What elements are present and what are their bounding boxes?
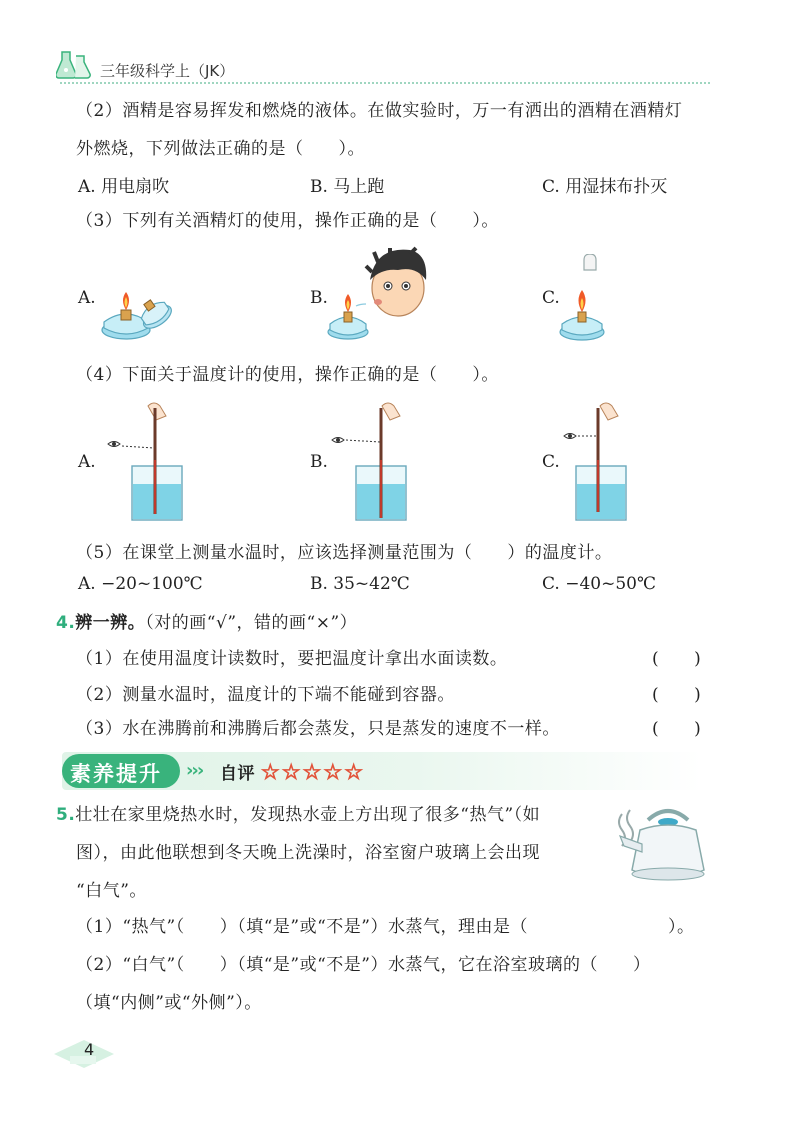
q4-title: 辨一辨。 xyxy=(75,613,146,633)
q4-heading xyxy=(56,608,357,633)
q3-4-stem: （4）下面关于温度计的使用，操作正确的是（ ）。 xyxy=(76,365,499,385)
q5-line1-text: 壮壮在家里烧热水时，发现热水壶上方出现了很多“热气”（如 xyxy=(75,805,541,825)
q3-5-option-b: B. 35~42℃ xyxy=(310,574,410,594)
q3-2-line2: 外燃烧，下列做法正确的是（ ）。 xyxy=(76,139,365,159)
alcohol-lamp-lit-by-lamp-illustration xyxy=(94,272,184,344)
q3-5-option-a: A. −20~100℃ xyxy=(78,574,203,594)
q3-4-label-a: A. xyxy=(78,452,96,472)
q4-item-3: （3）水在沸腾前和沸腾后都会蒸发，只是蒸发的速度不一样。 xyxy=(76,719,560,739)
q5-sub2-line1: （2）“白气”（ ）（填“是”或“不是”）水蒸气，它在浴室玻璃的（ ） xyxy=(76,955,651,975)
q4-answer-bracket-3[interactable]: ( ) xyxy=(652,719,702,739)
q5-sub2-line2: （填“内侧”或“外侧”）。 xyxy=(76,993,262,1013)
steaming-kettle-illustration xyxy=(608,800,712,886)
self-eval-label: 自评 xyxy=(220,764,255,784)
q3-2-option-b: B. 马上跑 xyxy=(310,177,385,197)
thermometer-reading-c-illustration xyxy=(556,400,666,524)
q3-2-option-a: A. 用电扇吹 xyxy=(78,177,170,197)
thermometer-reading-a-illustration xyxy=(100,400,210,524)
q5-line3: “白气”。 xyxy=(76,881,147,901)
page-number: 4 xyxy=(84,1040,95,1059)
q4-item-2: （2）测量水温时，温度计的下端不能碰到容器。 xyxy=(76,685,455,705)
q3-2-option-c: C. 用湿抹布扑灭 xyxy=(542,177,668,197)
header-title: 三年级科学上（JK） xyxy=(100,62,235,80)
header-divider xyxy=(60,82,710,84)
q3-5-stem: （5）在课堂上测量水温时，应该选择测量范围为（ ）的温度计。 xyxy=(76,543,613,563)
chevrons-icon: ››› xyxy=(186,760,203,781)
q5-sub1: （1）“热气”（ ）（填“是”或“不是”）水蒸气，理由是（ ）。 xyxy=(76,917,695,937)
q4-answer-bracket-2[interactable]: ( ) xyxy=(652,685,702,705)
q3-4-label-b: B. xyxy=(310,452,328,472)
q4-number: 4. xyxy=(56,613,76,633)
q4-answer-bracket-1[interactable]: ( ) xyxy=(652,649,702,669)
section-banner-title: 素养提升 xyxy=(70,762,162,786)
q3-5-option-c: C. −40~50℃ xyxy=(542,574,656,594)
q3-3-label-a: A. xyxy=(78,288,96,308)
q5-line2: 图），由此他联想到冬天晚上洗澡时，浴室窗户玻璃上会出现 xyxy=(76,843,540,863)
q3-3-label-c: C. xyxy=(542,288,560,308)
star-rating-icon[interactable]: ☆☆☆☆☆ xyxy=(260,760,366,784)
q3-4-label-c: C. xyxy=(542,452,560,472)
q3-2-line1: （2）酒精是容易挥发和燃烧的液体。在做实验时，万一有洒出的酒精在酒精灯 xyxy=(76,101,683,121)
blowing-out-lamp-illustration xyxy=(326,246,436,346)
thermometer-reading-b-illustration xyxy=(324,400,434,524)
q5-number: 5. xyxy=(56,805,76,825)
q4-instruction: （对的画“√”，错的画“×”） xyxy=(145,613,358,633)
q5-line1 xyxy=(56,800,540,825)
self-eval xyxy=(220,759,365,784)
header-logo xyxy=(56,50,96,82)
q3-3-label-b: B. xyxy=(310,288,328,308)
q4-item-1: （1）在使用温度计读数时，要把温度计拿出水面读数。 xyxy=(76,649,508,669)
flask-logo-icon xyxy=(56,50,96,82)
q3-3-stem: （3）下列有关酒精灯的使用，操作正确的是（ ）。 xyxy=(76,211,499,231)
lamp-with-cap-illustration xyxy=(556,254,616,346)
